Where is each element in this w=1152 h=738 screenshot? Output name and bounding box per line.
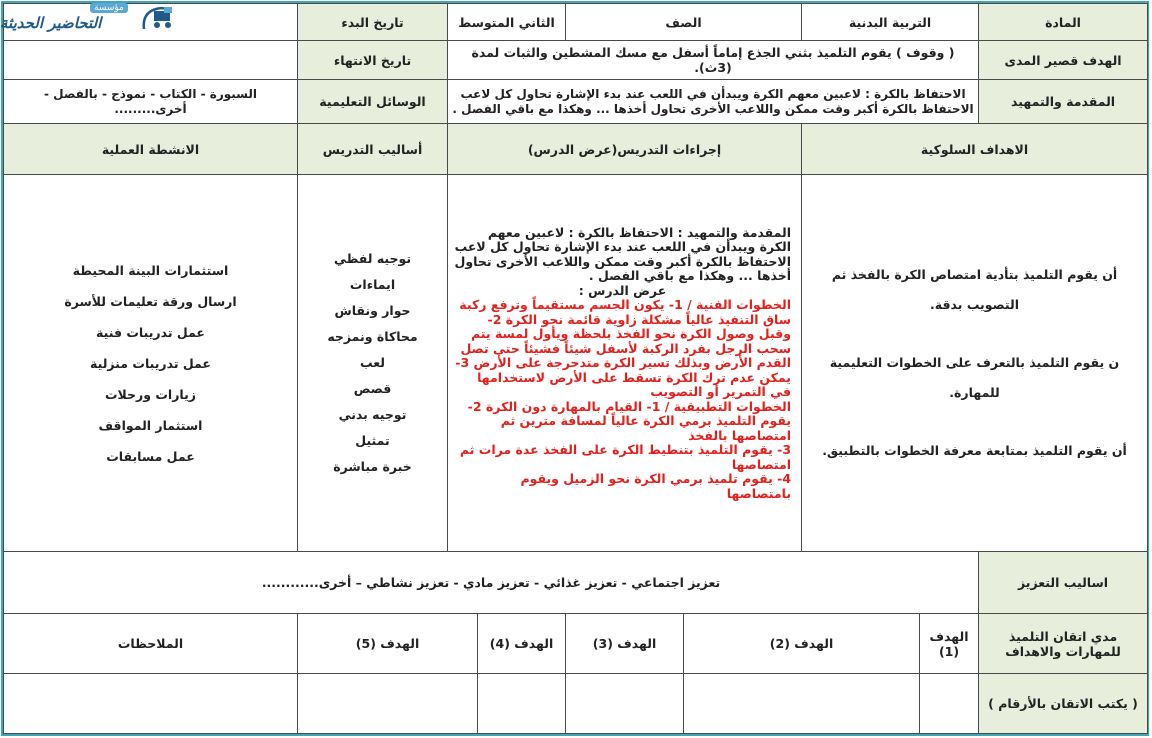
- activity-item: استثمار المواقف: [98, 417, 203, 433]
- goal-4-header: الهدف (4): [478, 614, 566, 674]
- goal-2-header: الهدف (2): [684, 614, 920, 674]
- start-date-label: تاريخ البدء: [298, 4, 448, 41]
- styles-header: أساليب التدريس: [298, 123, 448, 175]
- reinforcement-value: تعزيز اجتماعي - تعزيز غذائي - تعزيز مادي - تعزيز نشاطي – أخرى............: [4, 552, 979, 614]
- logo-small-text: مؤسسة: [90, 3, 128, 13]
- goal-label: الهدف قصير المدى: [979, 41, 1148, 80]
- intro-label: المقدمة والتمهيد: [979, 80, 1148, 123]
- activity-item: زيارات ورحلات: [104, 386, 196, 402]
- end-date-value: [4, 41, 298, 80]
- activities-cell: [4, 175, 298, 552]
- intro-value: الاحتفاظ بالكرة : لاعبين معهم الكرة ويبدأن في اللعب عند بدء الإشارة تحاول كل لاعب الاحتفاظ بالكرة أكبر وقت ممكن واللاعب الأخرى تحاول أخذها ... وهكذا مع باقي الفصل .: [448, 80, 979, 123]
- objectives-cell: [802, 175, 1148, 552]
- goal-1-header: الهدف (1): [920, 614, 979, 674]
- numbers-label: ( يكتب الاتقان بالأرقام ): [979, 674, 1148, 734]
- tools-value: السبورة - الكتاب - نموذج - بالفصل - أخرى.........: [4, 80, 298, 123]
- style-item: قصص: [353, 381, 392, 397]
- intro-title: المقدمة والتمهيد :: [677, 224, 792, 240]
- style-item: توجيه بدني: [338, 407, 407, 423]
- goal-5-value[interactable]: [298, 674, 478, 734]
- lesson-plan-table: [3, 3, 1148, 734]
- activity-item: استثمارات البينة المحيطة: [72, 262, 229, 278]
- objective-item: أن يقوم التلميذ بتأدية امتصاص الكرة بالفخذ ثم التصويب بدقة.: [831, 267, 1118, 313]
- style-item: حوار ونقاش: [334, 303, 411, 319]
- logo: [0, 3, 176, 41]
- class-value: الثاني المتوسط: [448, 4, 566, 41]
- style-item: تمثيل: [355, 433, 390, 449]
- goal-value: ( وقوف ) يقوم التلميذ بثني الجذع إماماً أسفل مع مسك المشطين والثبات لمدة (3ث).: [448, 41, 979, 80]
- applied-steps-3: 4- يقوم تلميذ برمي الكرة نحو الزميل ويقوم بامتصاصها: [520, 471, 792, 501]
- goal-4-value[interactable]: [478, 674, 566, 734]
- objective-item: ن يقوم التلميذ بالتعرف على الخطوات التعليمية للمهارة.: [829, 355, 1120, 401]
- end-date-label: تاريخ الانتهاء: [298, 41, 448, 80]
- activity-item: عمل مسابقات: [106, 448, 195, 464]
- intro-text: الاحتفاظ بالكرة : لاعبين معهم الكرة ويبدأن في اللعب عند بدء الإشارة تحاول كل لاعب الاحتفاظ بالكرة أكبر وقت ممكن واللاعب الأخرى تحاول أخذها ... وهكذا مع باقي الفصل .: [454, 224, 792, 284]
- goal-3-value[interactable]: [566, 674, 684, 734]
- notes-header: الملاحظات: [4, 614, 298, 674]
- truck-logo-icon: [140, 3, 176, 37]
- procedures-cell: [448, 175, 802, 552]
- activity-item: ارسال ورقة تعليمات للأسرة: [64, 293, 237, 309]
- goal-3-header: الهدف (3): [566, 614, 684, 674]
- class-label: الصف: [566, 4, 802, 41]
- procedures-header: إجراءات التدريس(عرض الدرس): [448, 123, 802, 175]
- objective-item: أن يقوم التلميذ بمتابعة معرفة الخطوات بالتطبيق.: [822, 443, 1127, 459]
- logo-brand-text: التحاضير الحديثة: [0, 14, 102, 32]
- applied-steps-2: 3- يقوم التلميذ بتنطيط الكرة على الفخذ عدة مرات ثم امتصاصها: [459, 442, 792, 472]
- goal-1-value[interactable]: [920, 674, 979, 734]
- reinforcement-label: اساليب التعزيز: [979, 552, 1148, 614]
- goal-5-header: الهدف (5): [298, 614, 478, 674]
- styles-cell: [298, 175, 448, 552]
- style-item: لعب: [360, 355, 385, 371]
- tools-label: الوسائل التعليمية: [298, 80, 448, 123]
- activity-item: عمل تدريبات منزلية: [90, 355, 211, 371]
- technical-steps: الخطوات الفنية / 1- يكون الجسم مستقيماً وترفع ركبة ساق التنفيذ عالياً مشكلة زاوية قائمة نحو الكرة 2- وقبل وصول الكرة نحو الفخذ بلحظة ويأول لمسة يتم سحب الرجل بفرد الركبة لأسفل شيئاً فشيئاً حتى تصل القدم الأرض وبذلك تسير الكرة متدحرجة على الأرض 3- يمكن عدم ترك الكرة تسقط على الأرض لاستخدامها في التمرير أو التصويب: [455, 297, 792, 400]
- lesson-title: عرض الدرس :: [578, 282, 667, 298]
- objectives-header: الاهداف السلوكية: [802, 123, 1148, 175]
- style-item: توجيه لفظي: [333, 251, 412, 267]
- style-item: خبرة مباشرة: [333, 459, 412, 475]
- notes-value[interactable]: [4, 674, 298, 734]
- goal-2-value[interactable]: [684, 674, 920, 734]
- style-item: محاكاة ونمزجه: [327, 329, 418, 345]
- subject-value: التربية البدنية: [802, 4, 979, 41]
- subject-label: المادة: [979, 4, 1148, 41]
- style-item: ايماءات: [349, 277, 396, 293]
- activity-item: عمل تدريبات فنية: [96, 324, 205, 340]
- mastery-label: مدي اتقان التلميذ للمهارات والاهداف: [979, 614, 1148, 674]
- activities-header: الانشطة العملية: [4, 123, 298, 175]
- applied-steps-1: الخطوات التطبيقية / 1- القيام بالمهارة دون الكرة 2- يقوم التلميذ برمي الكرة عالياً لمسافة مترين ثم امتصاصها بالفخذ: [467, 398, 792, 443]
